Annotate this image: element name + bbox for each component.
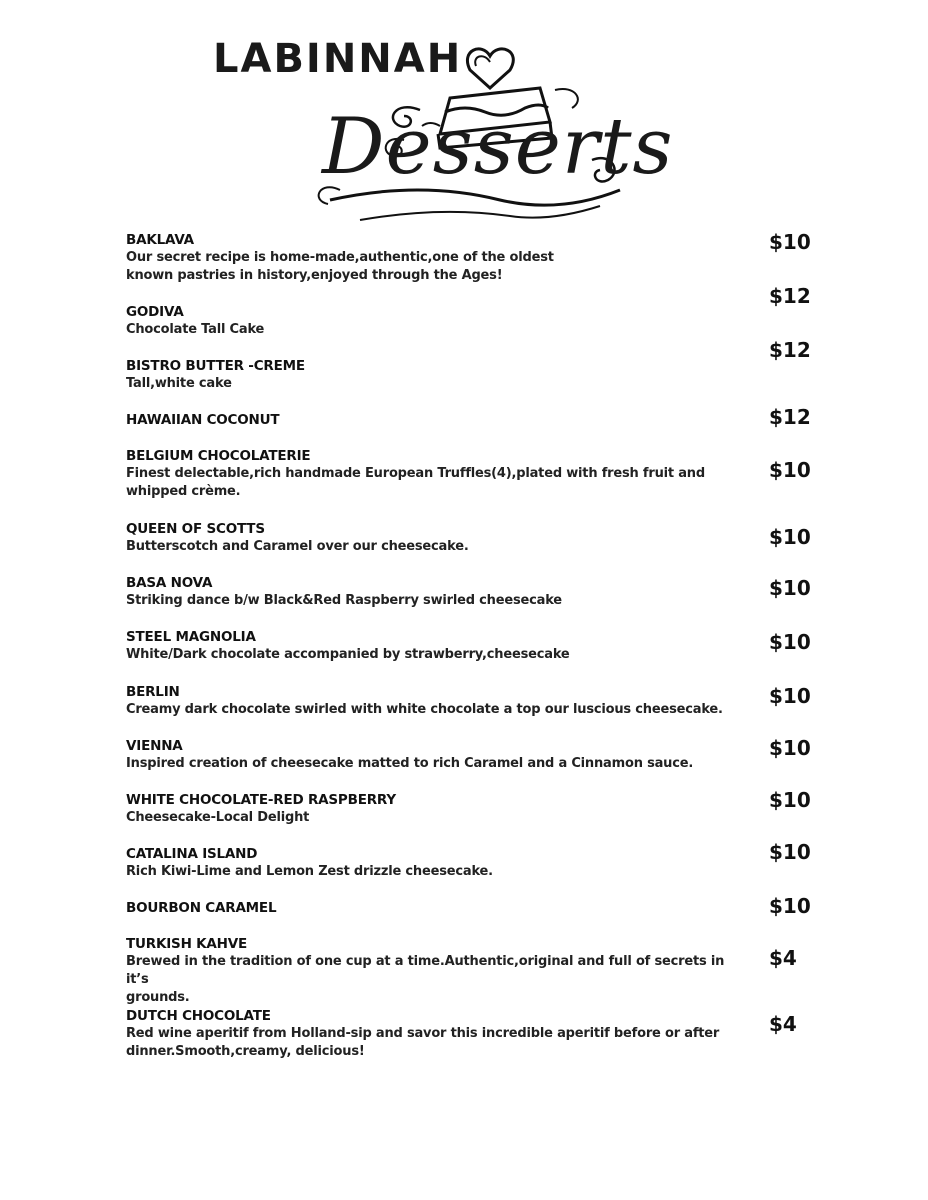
menu-item-name: BAKLAVA: [126, 232, 194, 248]
menu-item: [126, 411, 726, 429]
menu-item-description: Inspired creation of cheesecake matted to rich Caramel and a Cinnamon sauce.: [126, 756, 694, 771]
menu-item-price: $12: [769, 284, 811, 308]
menu-item-price: $10: [769, 736, 811, 760]
menu-item-name: STEEL MAGNOLIA: [126, 629, 256, 645]
menu-item: [126, 683, 726, 719]
menu-item-name: GODIVA: [126, 304, 184, 320]
menu-item: [126, 628, 726, 664]
menu-item-name: BERLIN: [126, 684, 180, 700]
menu-item-price: $10: [769, 840, 811, 864]
menu-item: [126, 791, 726, 827]
menu-item-price: $10: [769, 525, 811, 549]
menu-item-price: $10: [769, 894, 811, 918]
menu-item-description: Brewed in the tradition of one cup at a time.Authentic,original and full of secrets in it’s: [126, 954, 725, 987]
menu-item: [126, 1007, 726, 1061]
menu-item-description: Chocolate Tall Cake: [126, 322, 265, 337]
menu-item: [126, 231, 726, 285]
menu-item-price: $12: [769, 405, 811, 429]
menu-item: [126, 574, 726, 610]
menu-item-price: $4: [769, 946, 797, 970]
desserts-script-title: Desserts: [322, 102, 674, 192]
menu-item-description: White/Dark chocolate accompanied by strawberry,cheesecake: [126, 647, 570, 662]
menu-item-price: $10: [769, 788, 811, 812]
menu-item-name: WHITE CHOCOLATE-RED RASPBERRY: [126, 792, 396, 808]
menu-item-name: HAWAIIAN COCONUT: [126, 412, 280, 428]
brand-name: LABINNAH: [213, 36, 463, 82]
menu-item-name: DUTCH CHOCOLATE: [126, 1008, 271, 1024]
menu-header: [0, 0, 928, 230]
menu-item: [126, 845, 726, 881]
menu-item-name: VIENNA: [126, 738, 183, 754]
menu-item-description: Creamy dark chocolate swirled with white chocolate a top our luscious cheesecake.: [126, 702, 723, 717]
menu-item-price: $10: [769, 576, 811, 600]
menu-item-name: QUEEN OF SCOTTS: [126, 521, 265, 537]
menu-item-description: Butterscotch and Caramel over our cheesecake.: [126, 539, 469, 554]
menu-item-price: $10: [769, 630, 811, 654]
menu-item: [126, 357, 726, 393]
menu-item-name: TURKISH KAHVE: [126, 936, 248, 952]
menu-item-description: grounds.: [126, 990, 190, 1005]
menu-item: [126, 520, 726, 556]
menu-item: [126, 303, 726, 339]
menu-item-price: $10: [769, 230, 811, 254]
menu-item-description: Striking dance b/w Black&Red Raspberry swirled cheesecake: [126, 593, 562, 608]
menu-item-price: $10: [769, 458, 811, 482]
menu-item-price: $4: [769, 1012, 797, 1036]
menu-item-description: known pastries in history,enjoyed through the Ages!: [126, 268, 503, 283]
menu-item-name: BOURBON CARAMEL: [126, 900, 277, 916]
menu-item-name: CATALINA ISLAND: [126, 846, 258, 862]
menu-item-price: $12: [769, 338, 811, 362]
menu-item-description: Tall,white cake: [126, 376, 232, 391]
menu-item: [126, 447, 726, 501]
menu-item-description: Rich Kiwi-Lime and Lemon Zest drizzle cheesecake.: [126, 864, 493, 879]
menu-item: [126, 935, 726, 1007]
menu-item-description: Our secret recipe is home-made,authentic,one of the oldest: [126, 250, 554, 265]
menu-item-name: BISTRO BUTTER -CREME: [126, 358, 305, 374]
menu-item-description: dinner.Smooth,creamy, delicious!: [126, 1044, 365, 1059]
menu-item: [126, 899, 726, 917]
menu-item-name: BELGIUM CHOCOLATERIE: [126, 448, 311, 464]
menu-item: [126, 737, 726, 773]
menu-item-description: whipped crème.: [126, 484, 241, 499]
menu-item-description: Finest delectable,rich handmade European Truffles(4),plated with fresh fruit and: [126, 466, 705, 481]
menu-item-name: BASA NOVA: [126, 575, 213, 591]
menu-item-price: $10: [769, 684, 811, 708]
menu-item-description: Red wine aperitif from Holland-sip and savor this incredible aperitif before or after: [126, 1026, 720, 1041]
menu-item-description: Cheesecake-Local Delight: [126, 810, 310, 825]
